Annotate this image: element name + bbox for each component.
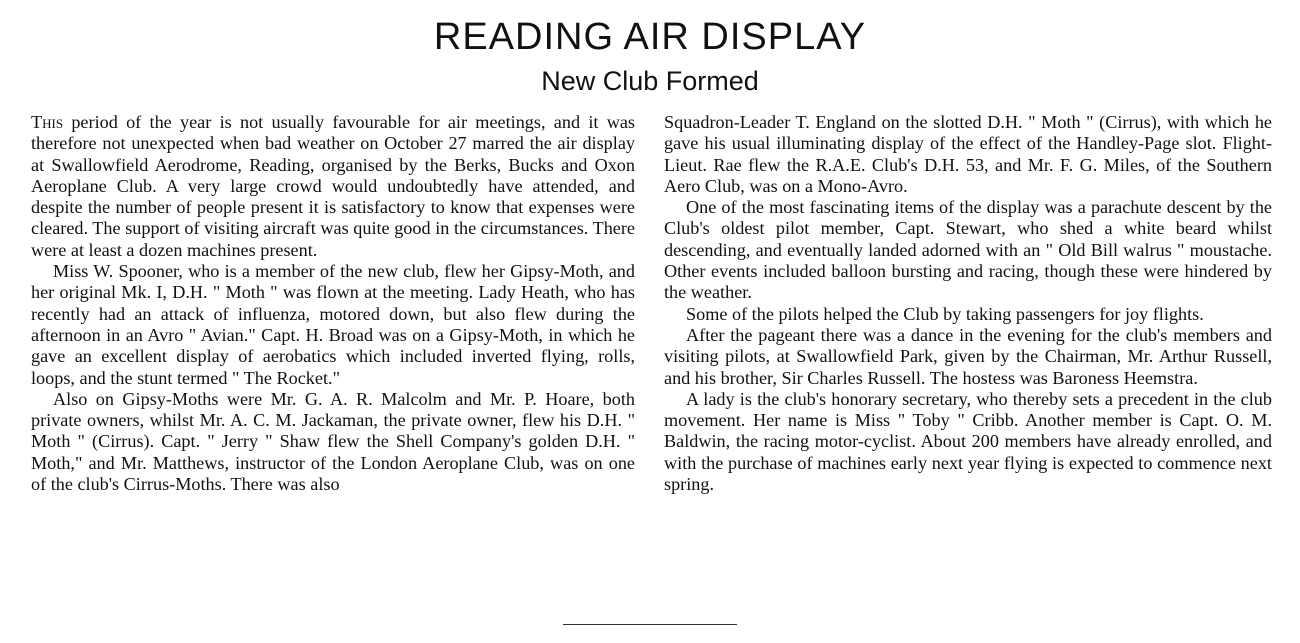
paragraph: One of the most fascinating items of the display was a parachute descent by the Club's oldest pilot member, Capt. Stewart, who shed a white beard whilst descending, and eventually landed adorned with an " Old Bill walrus " moustache. Other events included balloon bursting and racing, though these were hindered by the weather. [664, 197, 1272, 303]
left-column [31, 112, 635, 495]
paragraph: After the pageant there was a dance in the evening for the club's members and visiting pilots, at Swallowfield Park, given by the Chairman, Mr. Arthur Russell, and his brother, Sir Charles Russell. The hostess was Baroness Heemstra. [664, 324, 1272, 388]
paragraph-text: period of the year is not usually favourable for air meetings, and it was therefore not unexpected when bad weather on October 27 marred the air display at Swallowfield Aerodrome, Reading, organised by the Berks, Bucks and Oxon Aeroplane Club. A very large crowd would undoubtedly have attended, and despite the number of people present it is satisfactory to know that expenses were cleared. The support of visiting aircraft was quite good in the circumstances. There were at least a dozen machines present. [31, 112, 635, 260]
paragraph [31, 112, 635, 261]
paragraph: Also on Gipsy-Moths were Mr. G. A. R. Malcolm and Mr. P. Hoare, both private owners, whilst Mr. A. C. M. Jackaman, the private owner, flew his D.H. " Moth " (Cirrus). Capt. " Jerry " Shaw flew the Shell Company's golden D.H. " Moth," and Mr. Matthews, instructor of the London Aeroplane Club, was on one of the club's Cirrus-Moths. There was also [31, 388, 635, 495]
paragraph: A lady is the club's honorary secretary, who thereby sets a precedent in the club movement. Her name is Miss " Toby " Cribb. Another member is Capt. O. M. Baldwin, the racing motor-cyclist. About 200 members have already enrolled, and with the purchase of machines early next year flying is expected to commence next spring. [664, 388, 1272, 495]
bottom-divider [563, 624, 737, 625]
paragraph: Miss W. Spooner, who is a member of the new club, flew her Gipsy-Moth, and her original Mk. I, D.H. " Moth " was flown at the meeting. Lady Heath, who has recently had an attack of influenza, motored down, but also flew during the afternoon in an Avro " Avian." Capt. H. Broad was on a Gipsy-Moth, in which he gave an excellent display of aerobatics which included inverted flying, rolls, loops, and the stunt termed " The Rocket." [31, 261, 635, 388]
article-title: READING AIR DISPLAY [433, 16, 867, 58]
paragraph-lead-word: This [31, 112, 64, 132]
article-subtitle: New Club Formed [541, 66, 759, 96]
paragraph: Some of the pilots helped the Club by taking passengers for joy flights. [686, 303, 1204, 324]
right-column [664, 112, 1272, 495]
paragraph: Squadron-Leader T. England on the slotted D.H. " Moth " (Cirrus), with which he gave his usual illuminating display of the effect of the Handley-Page slot. Flight-Lieut. Rae flew the R.A.E. Club's D.H. 53, and Mr. F. G. Miles, of the Southern Aero Club, was on a Mono-Avro. [664, 112, 1272, 196]
